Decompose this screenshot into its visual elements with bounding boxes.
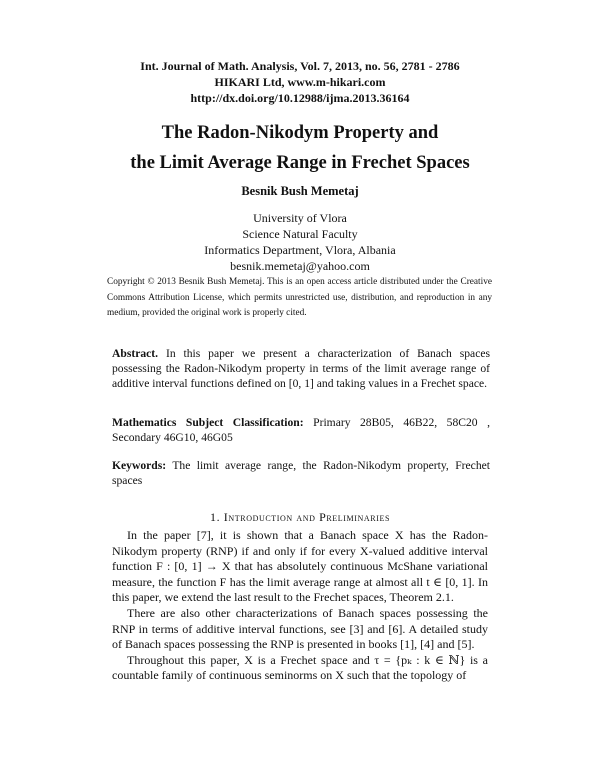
section-title: Introduction and Preliminaries: [223, 510, 391, 524]
abstract: [112, 346, 490, 392]
abstract-text: In this paper we present a characterization of Banach spaces possessing the Radon-Nikodym property in terms of the limit average range of additive interval functions defined on [0, 1] and taking values in a Frechet space.: [112, 347, 490, 391]
abstract-label: Abstract.: [112, 347, 159, 360]
affiliation-department: Informatics Department, Vlora, Albania: [204, 243, 396, 257]
section-heading: [100, 510, 500, 525]
keywords-text: The limit average range, the Radon-Nikodym property, Frechet spaces: [112, 459, 490, 488]
journal-header: [60, 58, 540, 106]
affiliation: [100, 210, 500, 274]
journal-citation: Int. Journal of Math. Analysis, Vol. 7, 2013, no. 56, 2781 - 2786: [140, 59, 460, 73]
title-line-1: The Radon-Nikodym Property and: [161, 123, 439, 143]
author-email: besnik.memetaj@yahoo.com: [230, 259, 370, 273]
msc-label: Mathematics Subject Classification:: [112, 416, 304, 429]
paragraph-3: Throughout this paper, X is a Frechet space and τ = {pₖ : k ∈ ℕ} is a countable family of continuous seminorms on X such that the topology of: [112, 652, 488, 683]
affiliation-university: University of Vlora: [253, 211, 347, 225]
doi-link: http://dx.doi.org/10.12988/ijma.2013.36164: [190, 91, 410, 105]
copyright-notice: Copyright © 2013 Besnik Bush Memetaj. This is an open access article distributed under the Creative Commons Attribution License, which permits unrestricted use, distribution, and reproduction in any medium, provided the original work is properly cited.: [107, 277, 492, 318]
section-number: 1.: [209, 510, 221, 524]
paper-title: [40, 118, 560, 178]
author-name: Besnik Bush Memetaj: [241, 184, 359, 198]
affiliation-faculty: Science Natural Faculty: [242, 227, 358, 241]
keywords: [112, 458, 490, 488]
publisher-line: HIKARI Ltd, www.m-hikari.com: [214, 75, 386, 89]
keywords-label: Keywords:: [112, 459, 167, 472]
msc-text: Primary 28B05, 46B22, 58C20 , Secondary 46G10, 46G05: [112, 416, 490, 445]
title-line-2: the Limit Average Range in Frechet Spaces: [130, 153, 470, 173]
paragraph-2: There are also other characterizations of Banach spaces possessing the RNP in terms of additive interval functions, see [3] and [6]. A detailed study of Banach spaces possessing the RNP is presented in books [1], [4] and [5].: [112, 605, 488, 652]
paragraph-1: In the paper [7], it is shown that a Banach space X has the Radon-Nikodym property (RNP) if and only if for every X-valued additive interval function F : [0, 1] → X that has absolutely continuous McShane variational measure, the function F has the limit average range at almost all t ∈ [0, 1]. In this paper, we extend the last result to the Frechet spaces, Theorem 2.1.: [112, 528, 488, 605]
body-text: [112, 528, 488, 684]
msc-classification: [112, 415, 490, 445]
